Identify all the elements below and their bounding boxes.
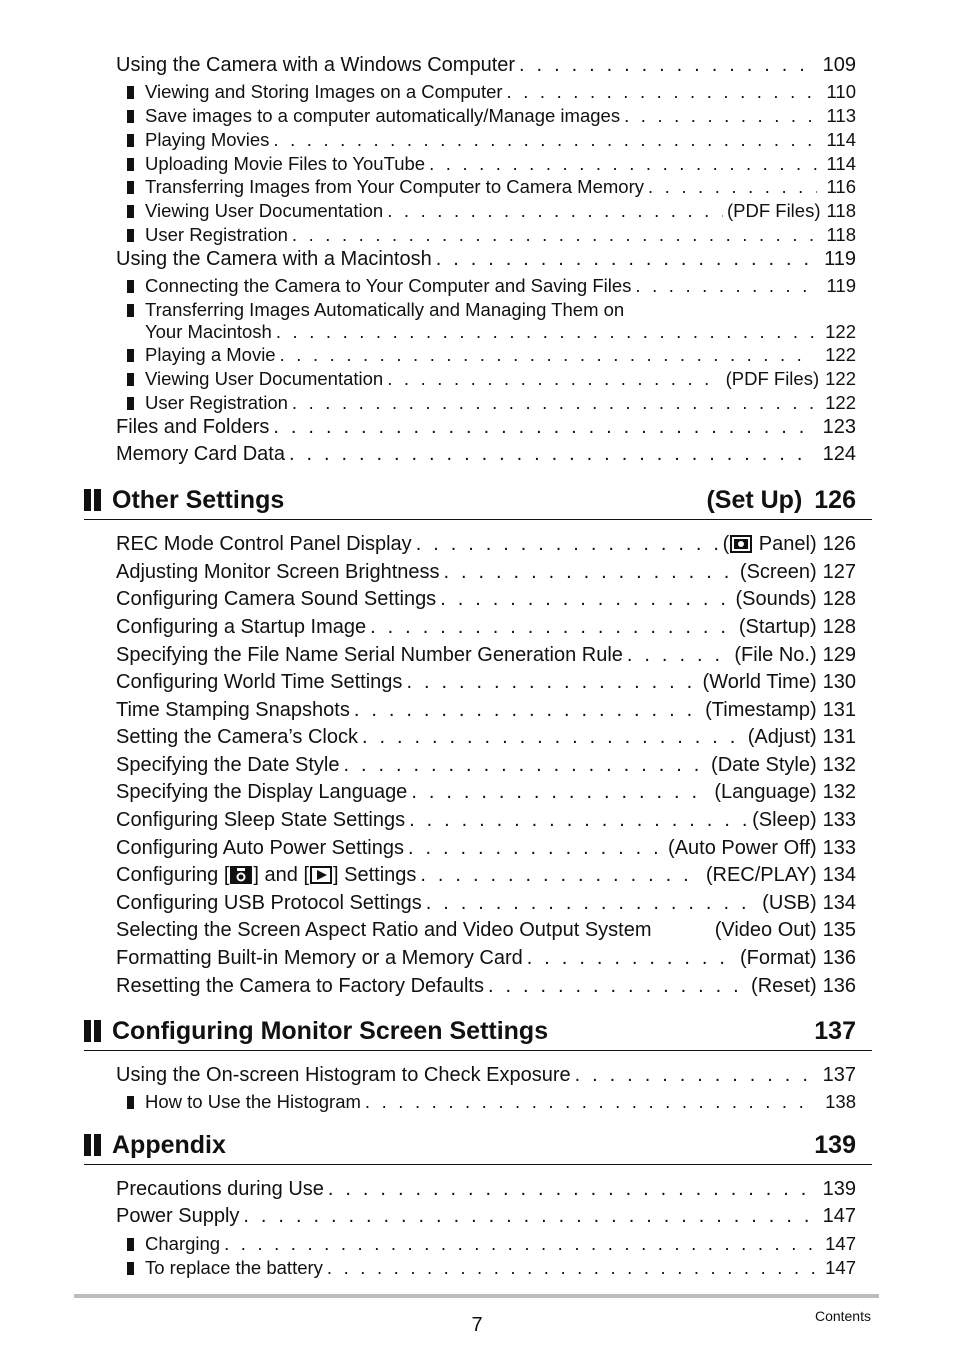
toc-subentry[interactable]: [127, 129, 856, 152]
entry-title: User Registration: [145, 392, 288, 413]
entry-page: 109: [822, 54, 856, 76]
toc-subentry[interactable]: [127, 1257, 856, 1280]
bullet-icon: [127, 1096, 134, 1109]
section-title: Appendix: [112, 1130, 226, 1159]
dot-leader: [444, 561, 736, 584]
dot-leader: [328, 1178, 813, 1201]
toc-entry[interactable]: [116, 533, 856, 559]
section-heading-other-settings[interactable]: [84, 482, 856, 518]
entry-title: Transferring Images Automatically and Managing Them on: [145, 299, 625, 320]
toc-entry[interactable]: [116, 588, 856, 614]
dot-leader: [273, 416, 812, 439]
entry-title: To replace the battery: [145, 1257, 323, 1278]
dot-leader: [416, 533, 719, 556]
entry-title: Configuring Auto Power Settings: [116, 837, 404, 859]
entry-title: Charging: [145, 1233, 221, 1254]
entry-note: (Date Style): [711, 754, 817, 776]
toc-subentry[interactable]: [127, 153, 856, 176]
dot-leader: [429, 153, 816, 175]
entry-page: 123: [822, 416, 856, 438]
dot-leader: [420, 864, 701, 887]
toc-entry[interactable]: [116, 699, 856, 725]
footer-divider: [74, 1294, 879, 1298]
bullet-icon: [127, 1238, 134, 1251]
entry-note: (PDF Files): [725, 368, 820, 389]
entry-page: 114: [826, 129, 856, 150]
dot-leader: [354, 699, 701, 722]
entry-page: 128: [822, 588, 856, 610]
toc-subentry[interactable]: [127, 299, 856, 322]
toc-entry[interactable]: [116, 947, 856, 973]
contents-link[interactable]: Contents: [814, 1308, 871, 1324]
entry-title: Memory Card Data: [116, 443, 285, 465]
toc-subentry[interactable]: [127, 368, 856, 391]
entry-note: (REC/PLAY): [705, 864, 817, 886]
entry-page: 118: [826, 200, 856, 221]
dot-leader: [387, 368, 721, 390]
entry-page: 132: [822, 754, 856, 776]
toc-entry[interactable]: [116, 1205, 856, 1231]
dot-leader: [440, 588, 731, 611]
entry-note: (Reset): [751, 975, 817, 997]
entry-title: Specifying the File Name Serial Number Generation Rule: [116, 644, 623, 666]
entry-title: Files and Folders: [116, 416, 270, 438]
entry-page: 133: [822, 809, 856, 831]
entry-title: Configuring Camera Sound Settings: [116, 588, 437, 610]
toc-entry[interactable]: [116, 892, 856, 918]
dot-leader: [408, 837, 664, 860]
toc-entry[interactable]: [116, 561, 856, 587]
entry-note: (Adjust): [747, 726, 817, 748]
entry-page: 131: [822, 726, 856, 748]
toc-subentry[interactable]: [127, 200, 856, 223]
dot-leader: [527, 947, 736, 970]
toc-subentry[interactable]: [127, 275, 856, 298]
dot-leader: [273, 129, 816, 151]
bullet-icon: [127, 205, 134, 218]
entry-title: Precautions during Use: [116, 1178, 324, 1200]
entry-page: 122: [825, 344, 856, 365]
entry-note: (Format): [739, 947, 817, 969]
dot-leader: [362, 726, 744, 749]
entry-title: Transferring Images from Your Computer to Camera Memory: [145, 176, 644, 197]
bullet-icon: [127, 1262, 134, 1275]
dot-leader: [224, 1233, 815, 1255]
section-page: 126: [814, 485, 856, 514]
dot-leader: [292, 392, 815, 414]
dot-leader: [519, 54, 813, 77]
entry-title: Using the Camera with a Macintosh: [116, 248, 432, 270]
dot-leader: [635, 275, 816, 297]
dot-leader: [575, 1064, 813, 1087]
entry-note: (Auto Power Off): [668, 837, 817, 859]
entry-title: Using the On-screen Histogram to Check Exposure: [116, 1064, 571, 1086]
entry-page: 147: [822, 1205, 856, 1227]
entry-title: Configuring USB Protocol Settings: [116, 892, 422, 914]
section-marker-icon: [84, 489, 104, 511]
toc-entry[interactable]: [116, 1178, 856, 1204]
toc-subentry[interactable]: [127, 176, 856, 199]
entry-page: 116: [826, 176, 856, 197]
control-panel-icon: [730, 535, 752, 553]
section-marker-icon: [84, 1020, 104, 1042]
toc-entry[interactable]: [116, 975, 856, 1001]
entry-page: 147: [825, 1257, 856, 1278]
section-divider: [84, 1050, 872, 1051]
entry-page: 113: [826, 105, 856, 126]
entry-title: Formatting Built-in Memory or a Memory Card: [116, 947, 523, 969]
dot-leader: [488, 975, 747, 998]
entry-note: (File No.): [734, 644, 817, 666]
dot-leader: [365, 1091, 815, 1113]
toc-entry[interactable]: [116, 726, 856, 752]
entry-title: Uploading Movie Files to YouTube: [145, 153, 426, 174]
entry-title: Connecting the Camera to Your Computer and Saving Files: [145, 275, 632, 296]
entry-page: 134: [822, 864, 856, 886]
entry-page: 124: [822, 443, 856, 465]
toc-entry[interactable]: [116, 54, 856, 80]
dot-leader: [280, 344, 816, 366]
dot-leader: [411, 781, 710, 804]
toc-subentry[interactable]: [127, 105, 856, 128]
entry-title: Power Supply: [116, 1205, 240, 1227]
toc-subentry[interactable]: [127, 1091, 856, 1114]
dot-leader: [648, 176, 817, 198]
bullet-icon: [127, 158, 134, 171]
bullet-icon: [127, 181, 134, 194]
dot-leader: [276, 321, 815, 343]
dot-leader: [387, 200, 723, 222]
entry-page: 110: [826, 81, 856, 102]
toc-subentry[interactable]: [127, 1233, 856, 1256]
entry-note: (Sleep): [752, 809, 817, 831]
toc-entry[interactable]: [116, 443, 856, 469]
bullet-icon: [127, 397, 134, 410]
entry-page: 114: [826, 153, 856, 174]
entry-page: 133: [822, 837, 856, 859]
section-page: 137: [814, 1016, 856, 1045]
entry-note: (Screen): [739, 561, 817, 583]
section-divider: [84, 519, 872, 520]
dot-leader: [507, 81, 817, 103]
section-suffix: (Set Up): [706, 485, 803, 514]
entry-page: 122: [825, 321, 856, 342]
toc-entry[interactable]: [116, 781, 856, 807]
toc-entry[interactable]: [116, 248, 856, 274]
section-title: Other Settings: [112, 485, 285, 514]
dot-leader: [292, 224, 817, 246]
dot-leader: [426, 892, 758, 915]
bullet-icon: [127, 304, 134, 317]
entry-title: Resetting the Camera to Factory Defaults: [116, 975, 484, 997]
section-title: Configuring Monitor Screen Settings: [112, 1016, 549, 1045]
section-heading-appendix[interactable]: [84, 1127, 856, 1163]
entry-page: 136: [822, 947, 856, 969]
entry-title: Save images to a computer automatically/Manage images: [145, 105, 621, 126]
dot-leader: [289, 443, 813, 466]
bullet-icon: [127, 110, 134, 123]
entry-title: User Registration: [145, 224, 288, 245]
bullet-icon: [127, 229, 134, 242]
entry-page: 129: [822, 644, 856, 666]
entry-page: 127: [822, 561, 856, 583]
entry-title: Specifying the Display Language: [116, 781, 408, 803]
entry-page: 126: [822, 533, 856, 555]
entry-page: 132: [822, 781, 856, 803]
entry-page: 136: [822, 975, 856, 997]
entry-note: (World Time): [702, 671, 817, 693]
entry-title: Viewing and Storing Images on a Computer: [145, 81, 503, 102]
entry-title: Your Macintosh: [145, 321, 272, 342]
entry-title: Configuring [ ] and [ ] Settings: [116, 864, 417, 886]
bullet-icon: [127, 373, 134, 386]
toc-subentry[interactable]: [127, 81, 856, 104]
entry-page: 122: [825, 392, 856, 413]
entry-page: 122: [825, 368, 856, 389]
entry-title: Configuring a Startup Image: [116, 616, 367, 638]
section-page: 139: [814, 1130, 856, 1159]
bullet-icon: [127, 134, 134, 147]
entry-title: Viewing User Documentation: [145, 200, 384, 221]
dot-leader: [327, 1257, 815, 1279]
toc-subentry[interactable]: [127, 344, 856, 367]
bullet-icon: [127, 349, 134, 362]
entry-page: 134: [822, 892, 856, 914]
toc-entry[interactable]: [116, 671, 856, 697]
entry-page: 131: [822, 699, 856, 721]
entry-title: Configuring World Time Settings: [116, 671, 403, 693]
section-heading-monitor-settings[interactable]: [84, 1013, 856, 1049]
entry-page: 139: [822, 1178, 856, 1200]
entry-note: (Video Out): [714, 919, 817, 941]
page-number: 7: [471, 1314, 483, 1336]
dot-leader: [343, 754, 707, 777]
entry-page: 135: [822, 919, 856, 941]
dot-leader: [243, 1205, 812, 1228]
toc-entry[interactable]: [116, 809, 856, 835]
entry-page: 137: [822, 1064, 856, 1086]
entry-page: 147: [825, 1233, 856, 1254]
entry-title: Selecting the Screen Aspect Ratio and Video Output System: [116, 919, 652, 941]
entry-note: (Language): [714, 781, 817, 803]
entry-note: (Timestamp): [705, 699, 817, 721]
toc-subentry[interactable]: [127, 392, 856, 415]
entry-title: How to Use the Histogram: [145, 1091, 361, 1112]
entry-note: (Startup): [738, 616, 817, 638]
entry-title: Playing Movies: [145, 129, 270, 150]
section-marker-icon: [84, 1134, 104, 1156]
toc-subentry[interactable]: [127, 224, 856, 247]
entry-title: Viewing User Documentation: [145, 368, 384, 389]
bullet-icon: [127, 86, 134, 99]
dot-leader: [370, 616, 735, 639]
entry-title: Time Stamping Snapshots: [116, 699, 350, 721]
toc-entry[interactable]: [116, 644, 856, 670]
toc-entry[interactable]: [116, 864, 856, 890]
entry-page: 130: [822, 671, 856, 693]
entry-note: (Sounds): [735, 588, 817, 610]
entry-title: Setting the Camera’s Clock: [116, 726, 358, 748]
entry-title: Configuring Sleep State Settings: [116, 809, 406, 831]
play-icon: [310, 866, 332, 884]
toc-entry[interactable]: [116, 919, 856, 945]
toc-entry[interactable]: [116, 754, 856, 780]
dot-leader: [624, 105, 816, 127]
entry-note: (PDF Files): [726, 200, 821, 221]
entry-title: Specifying the Date Style: [116, 754, 340, 776]
entry-page: 119: [824, 248, 856, 270]
dot-leader: [436, 248, 814, 271]
entry-title: Using the Camera with a Windows Computer: [116, 54, 516, 76]
bullet-icon: [127, 280, 134, 293]
camera-icon: [230, 866, 252, 884]
dot-leader: [406, 671, 698, 694]
entry-title: Adjusting Monitor Screen Brightness: [116, 561, 440, 583]
toc-entry[interactable]: [116, 837, 856, 863]
dot-leader: [627, 644, 730, 667]
entry-page: 138: [825, 1091, 856, 1112]
entry-page: 119: [826, 275, 856, 296]
entry-page: 128: [822, 616, 856, 638]
entry-title: REC Mode Control Panel Display: [116, 533, 412, 555]
entry-page: 118: [826, 224, 856, 245]
entry-title: Playing a Movie: [145, 344, 276, 365]
section-divider: [84, 1164, 872, 1165]
toc-subentry-continued[interactable]: [127, 321, 856, 344]
entry-note: (USB): [762, 892, 817, 914]
toc-entry[interactable]: [116, 416, 856, 442]
toc-entry[interactable]: [116, 616, 856, 642]
entry-note: ( Panel): [722, 533, 817, 555]
dot-leader: [409, 809, 748, 832]
toc-entry[interactable]: [116, 1064, 856, 1090]
